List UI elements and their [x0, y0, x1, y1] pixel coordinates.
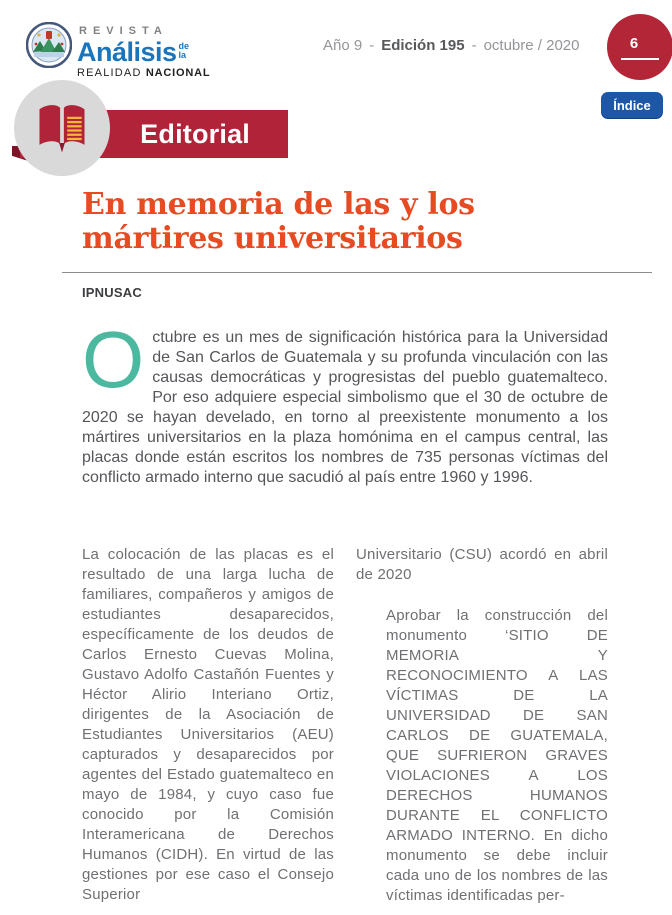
column-right — [356, 545, 608, 906]
brand-la: la — [178, 49, 187, 60]
author-label: IPNUSAC — [82, 285, 142, 300]
page-number-badge — [607, 14, 672, 80]
edition-info — [323, 37, 579, 54]
page-number-underline — [621, 58, 659, 60]
brand-logo — [26, 22, 210, 79]
book-icon-circle — [14, 80, 110, 176]
brand-de: de — [178, 41, 190, 51]
edition-date: octubre / 2020 — [483, 37, 580, 54]
edition-separator: - — [471, 37, 477, 54]
brand-realidad-label — [77, 68, 210, 79]
indice-button[interactable]: Índice — [601, 92, 663, 118]
column-left-paragraph: La colocación de las placas es el resultado de una larga lucha de familiares, compañeros y amigos de estudiantes desaparecidos, específicamente de los deudos de Carlos Ernesto Cuevas Molina, Gustavo Adolfo Castañón Fuentes y Héctor Alirio Interiano Ortiz, dirigentes de la Asociación de Estudiantes Universitarios (AEU) capturados y desaparecidos por agentes del Estado guatemalteco en mayo de 1984, y cuyo caso fue conocido por la Comisión Interamericana de Derechos Humanos (CIDH). En virtud de las gestiones por ese caso el Consejo Superior — [82, 546, 334, 903]
column-right-intro: Universitario (CSU) acordó en abril de 2020 — [356, 546, 608, 583]
editorial-banner-label: Editorial — [140, 118, 250, 149]
edition-separator: - — [369, 37, 375, 54]
article-title: En memoria de las y los mártires universitarios — [82, 187, 475, 256]
column-left — [82, 545, 334, 906]
edition-number: Edición 195 — [381, 37, 465, 54]
brand-dela-label — [179, 42, 190, 59]
edition-year: Año 9 — [323, 37, 363, 54]
brand-text — [77, 22, 210, 79]
brand-nacional: NACIONAL — [145, 67, 211, 79]
brand-revista-label: REVISTA — [79, 25, 168, 37]
brand-realidad: REALIDAD — [77, 67, 142, 79]
open-book-icon — [32, 100, 92, 156]
title-divider — [62, 272, 652, 273]
brand-analisis-label: Análisis — [77, 37, 177, 67]
usac-seal-icon — [26, 22, 72, 68]
page-number: 6 — [629, 34, 639, 52]
two-column-section — [82, 545, 608, 906]
lead-text: ctubre es un mes de significación histórica para la Universidad de San Carlos de Guatemala y su profunda vinculación con las causas democráticas y progresistas del pueblo guatemalteco. Por eso adquiere especial simbolismo que el 30 de octubre de 2020 se hayan develado, en torno al preexistente monumento a los mártires universitarios en la plaza homónima en el campus central, las placas donde están escritos los nombres de 735 personas víctimas del conflicto armado interno que sacudió al país entre 1960 y 1996. — [82, 329, 608, 486]
lead-paragraph — [82, 315, 608, 488]
dropcap-letter: O — [82, 315, 145, 404]
csu-agreement-quote: Aprobar la construcción del monumento ‘SITIO DE MEMORIA Y RECONOCIMIENTO A LAS VÍCTIMAS DE LA UNIVERSIDAD DE SAN CARLOS DE GUATEMALA, QUE SUFRIERON GRAVES VIOLACIONES A LOS DERECHOS HUMANOS DURANTE EL CONFLICTO ARMADO INTERNO. En dicho monumento se debe incluir cada uno de los nombres de las víctimas identificadas per- — [386, 607, 608, 904]
